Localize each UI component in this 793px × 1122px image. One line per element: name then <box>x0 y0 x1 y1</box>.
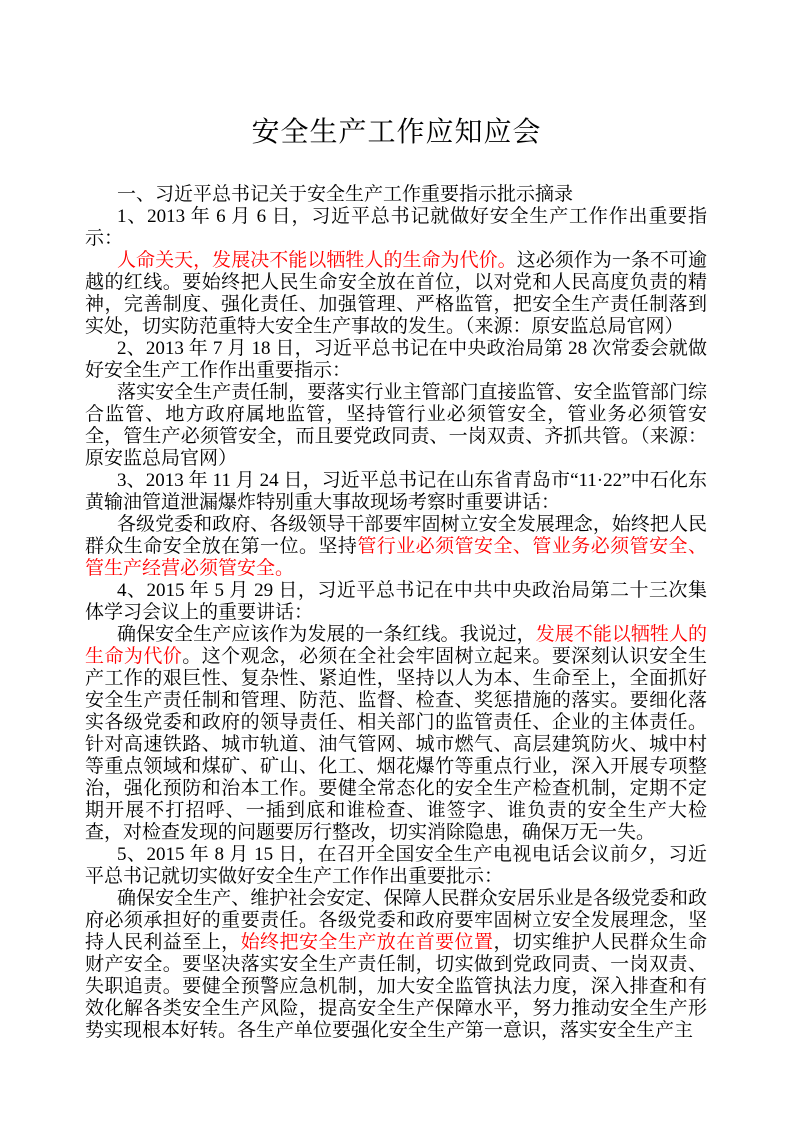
item-3-intro <box>85 470 707 514</box>
highlighted-text: 管行业必须管安全、管业务必须管安全、管生产经营必须管安全。 <box>85 536 707 579</box>
text-segment: 确保安全生产、维护社会安定、保障人民群众安居乐业是各级党委和政府必须承担好的重要责任。各级党委和政府要牢固树立安全发展理念，坚持人民利益至上， <box>85 888 707 953</box>
item-4-intro <box>85 580 707 624</box>
item-4-quote <box>85 624 707 844</box>
text-segment: 确保安全生产应该作为发展的一条红线。我说过， <box>117 624 536 645</box>
item-1-quote <box>85 250 707 338</box>
item-5-intro <box>85 844 707 888</box>
item-3-quote <box>85 514 707 580</box>
text-segment: 各级党委和政府、各级领导干部要牢固树立安全发展理念，始终把人民群众生命安全放在第一位。坚持 <box>85 514 707 557</box>
text-segment: 3、2013 年 11 月 24 日，习近平总书记在山东省青岛市“11·22”中石化东黄输油管道泄漏爆炸特别重大事故现场考察时重要讲话： <box>85 470 707 513</box>
highlighted-text: 人命关天，发展决不能以牺牲人的生命为代价。 <box>117 250 517 271</box>
text-segment: 4、2015 年 5 月 29 日，习近平总书记在中共中央政治局第二十三次集体学习会议上的重要讲话： <box>85 580 707 623</box>
item-2-quote <box>85 382 707 470</box>
text-segment: 一、习近平总书记关于安全生产工作重要指示批示摘录 <box>117 184 574 205</box>
document-body <box>85 184 707 1042</box>
highlighted-text: 始终把安全生产放在首要位置 <box>240 932 494 953</box>
text-segment: 落实安全生产责任制，要落实行业主管部门直接监管、安全监管部门综合监管、地方政府属地监管，坚持管行业必须管安全，管业务必须管安全，管生产必须管安全，而且要党政同责、一岗双责、齐抓共管。（来源：原安监总局官网） <box>85 382 707 469</box>
text-segment: 1、2013 年 6 月 6 日，习近平总书记就做好安全生产工作作出重要指示： <box>85 206 707 249</box>
document-title: 安全生产工作应知应会 <box>251 116 542 147</box>
text-segment: 5、2015 年 8 月 15 日，在召开全国安全生产电视电话会议前夕，习近平总书记就切实做好安全生产工作作出重要批示： <box>85 844 707 887</box>
text-segment: 这必须作为一条不可逾越的红线。要始终把人民生命安全放在首位，以对党和人民高度负责的精神，完善制度、强化责任、加强管理、严格监管，把安全生产责任制落到实处，切实防范重特大安全生产事故的发生。（来源：原安监总局官网） <box>85 250 707 337</box>
highlighted-text: 发展不能以牺牲人的生命为代价 <box>85 624 707 667</box>
item-2-intro <box>85 338 707 382</box>
text-segment: 。这个观念，必须在全社会牢固树立起来。要深刻认识安全生产工作的艰巨性、复杂性、紧迫性，坚持以人为本、生命至上，全面抓好安全生产责任制和管理、防范、监督、检查、奖惩措施的落实。要细化落实各级党委和政府的领导责任、相关部门的监管责任、企业的主体责任。针对高速铁路、城市轨道、油气管网、城市燃气、高层建筑防火、城中村等重点领域和煤矿、矿山、化工、烟花爆竹等重点行业，深入开展专项整治，强化预防和治本工作。要健全常态化的安全生产检查机制，定期不定期开展不打招呼、一插到底和谁检查、谁签字、谁负责的安全生产大检查，对检查发现的问题要厉行整改，切实消除隐患，确保万无一失。 <box>85 646 707 843</box>
section-heading <box>85 184 707 206</box>
text-segment: ，切实维护人民群众生命财产安全。要坚决落实安全生产责任制，切实做到党政同责、一岗双责、失职追责。要健全预警应急机制，加大安全监管执法力度，深入排查和有效化解各类安全生产风险，提高安全生产保障水平，努力推动安全生产形势实现根本好转。各生产单位要强化安全生产第一意识，落实安全生产主 <box>85 932 707 1041</box>
item-5-quote <box>85 888 707 1042</box>
item-1-intro <box>85 206 707 250</box>
text-segment: 2、2013 年 7 月 18 日，习近平总书记在中央政治局第 28 次常委会就做好安全生产工作作出重要指示： <box>85 338 707 381</box>
